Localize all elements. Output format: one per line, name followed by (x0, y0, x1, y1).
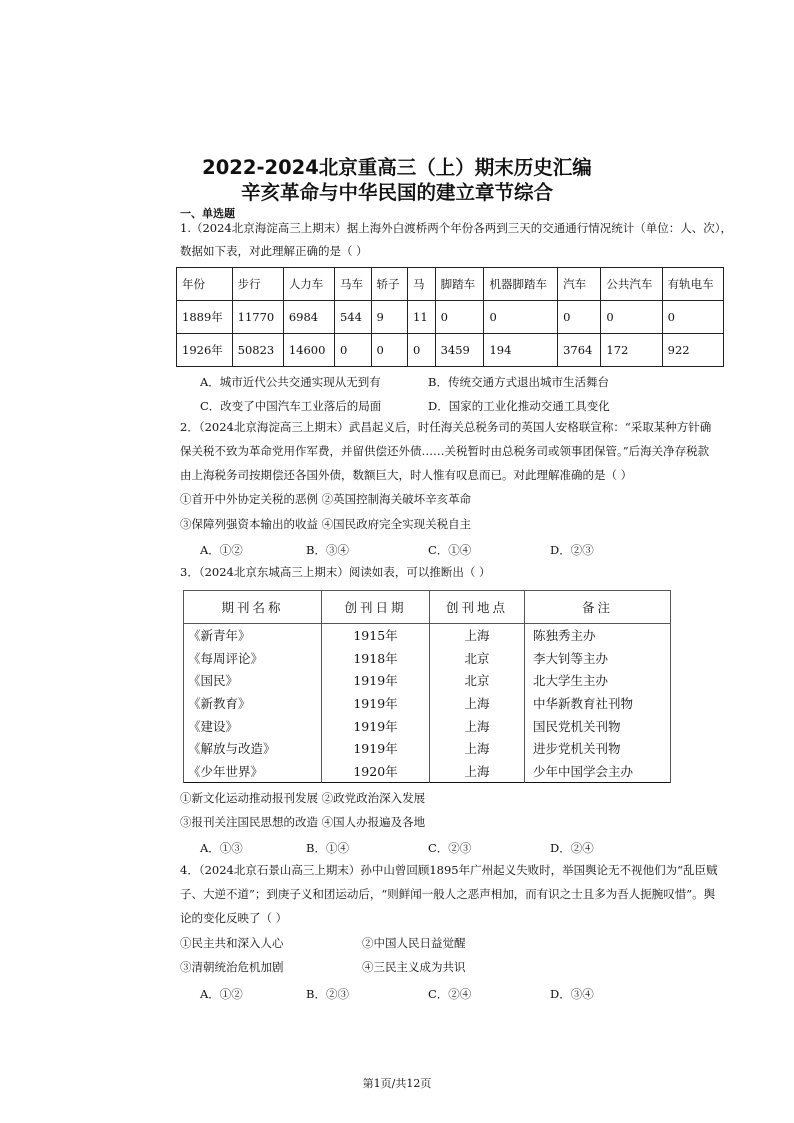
table-header-row (184, 591, 671, 624)
q3-periodical-table (183, 590, 671, 783)
table-cell: 1926年 (177, 334, 233, 367)
table-cell: 汽车 (558, 268, 601, 301)
table-cell: 3459 (435, 334, 484, 367)
table-cell: 11770 (232, 301, 283, 334)
table-cell: 步行 (232, 268, 283, 301)
q3-stem-line-1: 3．（2024北京东城高三上期末）阅读如表，可以推断出（ ） (180, 565, 491, 579)
q4-item-2: ②中国人民日益觉醒 (362, 936, 466, 950)
table-cell: 《新教育》 (184, 692, 322, 715)
table-cell: 0 (408, 334, 436, 367)
table-cell: 马 (408, 268, 436, 301)
title-line-1: 2022-2024北京重高三（上）期末历史汇编 (202, 156, 592, 179)
q4-option-a[interactable]: A．①② (200, 987, 243, 1001)
table-cell: 3764 (558, 334, 601, 367)
table-cell: 1919年 (322, 692, 430, 715)
table-cell: 0 (435, 301, 484, 334)
table-header-cell: 创刊地点 (430, 591, 525, 624)
table-cell: 少年中国学会主办 (525, 760, 671, 783)
table-cell: 《解放与改造》 (184, 737, 322, 760)
table-row (184, 624, 671, 647)
table-cell: 14600 (283, 334, 334, 367)
q1-option-b[interactable]: B．传统交通方式退出城市生活舞台 (428, 375, 609, 389)
table-cell: 1919年 (322, 737, 430, 760)
q1-stem-line-2: 数据如下表，对此理解正确的是（ ） (180, 244, 368, 258)
q4-item-1: ①民主共和深入人心 (180, 936, 284, 950)
table-cell: 9 (371, 301, 408, 334)
table-cell: 《建设》 (184, 714, 322, 737)
q1-option-a[interactable]: A．城市近代公共交通实现从无到有 (200, 375, 381, 389)
section-heading: 一、单选题 (180, 207, 235, 220)
q4-item-3: ③清朝统治危机加剧 (180, 960, 284, 974)
table-row (184, 760, 671, 783)
table-cell: 上海 (430, 692, 525, 715)
table-cell: 1920年 (322, 760, 430, 783)
table-cell: 人力车 (283, 268, 334, 301)
table-cell: 《新青年》 (184, 624, 322, 647)
table-cell: 0 (601, 301, 662, 334)
table-cell: 公共汽车 (601, 268, 662, 301)
q3-option-c[interactable]: C．②③ (428, 841, 472, 855)
table-row (184, 714, 671, 737)
q1-option-d[interactable]: D．国家的工业化推动交通工具变化 (428, 399, 610, 413)
q2-stem-line-1: 2．（2024北京海淀高三上期末）武昌起义后，时任海关总税务司的英国人安格联宣称：“采取某种方针确 (180, 420, 712, 434)
table-cell: 脚踏车 (435, 268, 484, 301)
table-cell: 北大学生主办 (525, 669, 671, 692)
table-cell: 《每周评论》 (184, 647, 322, 670)
q2-stem-line-2: 保关税不致为革命党用作军费，并留供偿还外债……关税暂时由总税务司或领事团保管。”后海关净存税款 (180, 444, 710, 458)
page-footer: 第1页/共12页 (362, 1077, 432, 1090)
table-cell: 陈独秀主办 (525, 624, 671, 647)
q2-option-a[interactable]: A．①② (200, 543, 243, 557)
table-header-cell: 期刊名称 (184, 591, 322, 624)
q2-items-line-1: ①首开中外协定关税的恶例 ②英国控制海关破坏辛亥革命 (180, 492, 472, 506)
table-cell: 1918年 (322, 647, 430, 670)
table-cell: 上海 (430, 760, 525, 783)
table-cell: 1919年 (322, 669, 430, 692)
table-cell: 1919年 (322, 714, 430, 737)
q1-traffic-table (176, 267, 724, 367)
table-cell: 中华新教育社刊物 (525, 692, 671, 715)
table-row (184, 737, 671, 760)
table-cell: 544 (334, 301, 371, 334)
q2-option-d[interactable]: D．②③ (550, 543, 594, 557)
table-cell: 11 (408, 301, 436, 334)
q4-stem-line-2: 子、大逆不道”；到庚子义和团运动后，“则鲜闻一般人之恶声相加，而有识之士且多为吾人扼腕叹惜”。舆 (180, 887, 716, 901)
q4-stem-line-3: 论的变化反映了（ ） (180, 911, 288, 925)
table-cell: 1915年 (322, 624, 430, 647)
q3-items-line-1: ①新文化运动推动报刊发展 ②政党政治深入发展 (180, 791, 426, 805)
table-cell: 0 (334, 334, 371, 367)
table-cell: 《少年世界》 (184, 760, 322, 783)
table-cell: 上海 (430, 737, 525, 760)
table-row (184, 692, 671, 715)
table-cell: 6984 (283, 301, 334, 334)
q4-option-d[interactable]: D．③④ (550, 987, 594, 1001)
table-cell: 上海 (430, 624, 525, 647)
q2-stem-line-3: 由上海税务司按期偿还各国外债，数额巨大，时人惟有叹息而已。对此理解准确的是（ ） (180, 468, 633, 482)
q2-option-c[interactable]: C．①④ (428, 543, 472, 557)
q2-option-b[interactable]: B．③④ (306, 543, 349, 557)
table-cell: 进步党机关刊物 (525, 737, 671, 760)
q3-option-a[interactable]: A．①③ (200, 841, 243, 855)
table-cell: 0 (558, 301, 601, 334)
q2-items-line-2: ③保障列强资本输出的收益 ④国民政府完全实现关税自主 (180, 517, 472, 531)
table-cell: 国民党机关刊物 (525, 714, 671, 737)
title-line-2: 辛亥革命与中华民国的建立章节综合 (240, 181, 553, 204)
table-cell: 《国民》 (184, 669, 322, 692)
table-header-cell: 备注 (525, 591, 671, 624)
table-cell: 机器脚踏车 (484, 268, 558, 301)
table-cell: 50823 (232, 334, 283, 367)
table-header-cell: 创刊日期 (322, 591, 430, 624)
table-cell: 李大钊等主办 (525, 647, 671, 670)
table-cell: 0 (484, 301, 558, 334)
table-cell: 北京 (430, 647, 525, 670)
table-row (184, 647, 671, 670)
table-cell: 922 (662, 334, 723, 367)
table-cell: 轿子 (371, 268, 408, 301)
q3-option-b[interactable]: B．①④ (306, 841, 349, 855)
table-row (177, 301, 724, 334)
q4-stem-line-1: 4．（2024北京石景山高三上期末）孙中山曾回顾1895年广州起义失败时，举国舆论无不视他们为“乱臣贼 (180, 863, 718, 877)
q1-stem-line-1: 1.（2024北京海淀高三上期末）据上海外白渡桥两个年份各两到三天的交通通行情况统计（单位：人、次）， (180, 221, 732, 235)
table-cell: 0 (662, 301, 723, 334)
q4-option-c[interactable]: C．②④ (428, 987, 472, 1001)
q1-option-c[interactable]: C．改变了中国汽车工业落后的局面 (200, 399, 382, 413)
q3-option-d[interactable]: D．②④ (550, 841, 594, 855)
table-cell: 北京 (430, 669, 525, 692)
q3-items-line-2: ③报刊关注国民思想的改造 ④国人办报遍及各地 (180, 815, 426, 829)
table-cell: 0 (371, 334, 408, 367)
table-cell: 上海 (430, 714, 525, 737)
q4-item-4: ④三民主义成为共识 (362, 960, 466, 974)
table-row (177, 334, 724, 367)
table-cell: 马车 (334, 268, 371, 301)
table-cell: 194 (484, 334, 558, 367)
table-header-row (177, 268, 724, 301)
table-cell: 有轨电车 (662, 268, 723, 301)
table-cell: 172 (601, 334, 662, 367)
q4-option-b[interactable]: B．②③ (306, 987, 349, 1001)
table-cell: 1889年 (177, 301, 233, 334)
table-row (184, 669, 671, 692)
table-cell: 年份 (177, 268, 233, 301)
